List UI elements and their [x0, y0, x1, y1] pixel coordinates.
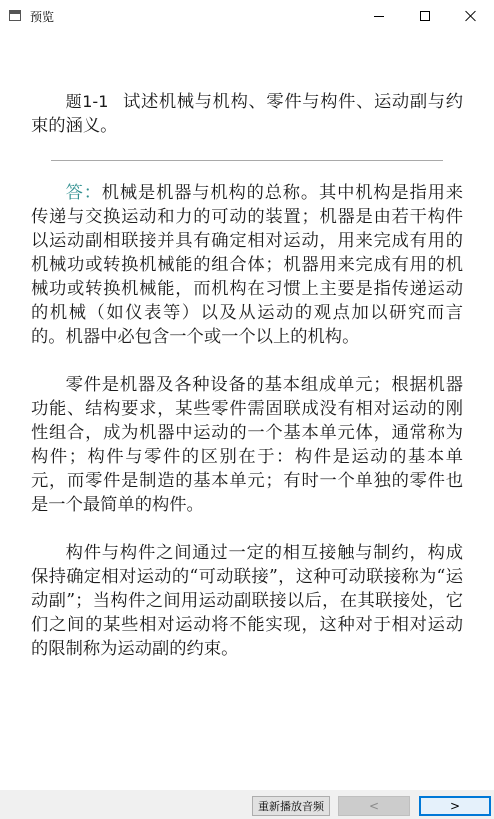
title-bar	[0, 0, 494, 32]
question	[31, 90, 463, 138]
answer-block	[31, 181, 463, 685]
answer-paragraph-1	[31, 181, 463, 349]
window-title: 预览	[30, 10, 55, 24]
replay-audio-button[interactable]: 重新播放音频	[252, 796, 330, 816]
answer-paragraph-1-text: 机械是机器与机构的总称。其中机构是指用来传递与交换运动和力的可动的装置；机器是由若干构件以运动副相联接并具有确定相对运动，用来完成有用的机械功或转换机械能的组合体；机器用来完成有用的机械功或转换机械能，而机构在习惯上主要是指传递运动的机械（如仪表等）以及从运动的观点加以研究而言的。机器中必包含一个或一个以上的机构。	[31, 183, 463, 347]
next-button[interactable]: >	[419, 796, 491, 816]
question-text: 试述机械与机构、零件与构件、运动副与约束的涵义。	[31, 92, 463, 136]
previous-button[interactable]: <	[338, 796, 410, 816]
maximize-button[interactable]	[402, 0, 448, 32]
divider	[51, 160, 443, 161]
minimize-button[interactable]	[356, 0, 402, 32]
close-button[interactable]	[448, 0, 494, 32]
answer-label: 答：	[65, 183, 102, 203]
minimize-icon	[374, 16, 384, 17]
maximize-icon	[420, 11, 430, 21]
close-icon	[465, 10, 477, 22]
question-block	[31, 90, 463, 138]
app-window-icon	[9, 10, 21, 21]
answer-paragraph-3: 构件与构件之间通过一定的相互接触与制约，构成保持确定相对运动的“可动联接”，这种可动联接称为“运动副”；当构件之间用运动副联接以后，在其联接处，它们之间的某些相对运动将不能实现，这种对于相对运动的限制称为运动副的约束。	[31, 543, 463, 659]
question-label: 题1-1	[65, 92, 109, 111]
answer-paragraph-2: 零件是机器及各种设备的基本组成单元；根据机器功能、结构要求，某些零件需固联成没有相对运动的刚性组合，成为机器中运动的一个基本单元体，通常称为构件；构件与零件的区别在于：构件是运动的基本单元，而零件是制造的基本单元；有时一个单独的零件也是一个最简单的构件。	[31, 375, 463, 515]
